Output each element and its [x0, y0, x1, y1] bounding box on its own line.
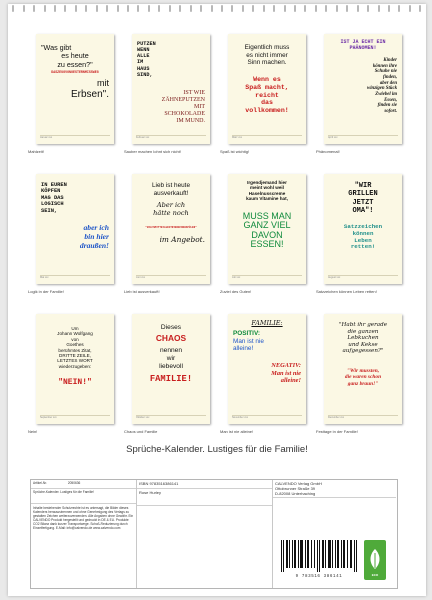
card-footer: September xxx: [40, 415, 110, 421]
month-caption: Festtage in der Familie!: [316, 429, 358, 434]
month-thumbnail-february[interactable]: [124, 30, 212, 170]
article-column: [31, 480, 137, 588]
quote-card: Lieb ist heute ausverkauft! Aber ich hätte noch "HILFSMITTEILGESTRIEDEFROHSPÜLEN" im Angebot. Juni xxx: [132, 174, 210, 284]
author: Rose Hurley: [137, 489, 272, 506]
month-caption: Spaß ist wichtig!: [220, 149, 250, 154]
month-caption: Sauber machen lohnt sich nicht!: [124, 149, 181, 154]
month-thumbnail-september[interactable]: [28, 310, 116, 450]
month-thumbnail-grid: [28, 30, 397, 450]
card-footer: Juli xxx: [232, 275, 302, 281]
quote-card: "Habt ihr gerade die ganzen Lebkuchen und Kekse aufgegessen?" "Wir mussten, die waren schon ganz braun!" Dezember xxx: [324, 314, 402, 424]
eco-label: ECO: [371, 573, 379, 578]
calendar-title: Sprüche-Kalender. Lustiges für die Familie!: [126, 444, 308, 455]
month-caption: Lieb ist ausverkauft!: [124, 289, 160, 294]
isbn: ISBN 9783516386141: [137, 480, 272, 489]
month-thumbnail-june[interactable]: [124, 170, 212, 310]
month-thumbnail-november[interactable]: [220, 310, 308, 450]
month-thumbnail-august[interactable]: [316, 170, 404, 310]
article-description: Sprüche-Kalender. Lustiges für die Familie!: [31, 489, 136, 504]
month-caption: Mahlzeit!: [28, 149, 45, 154]
card-footer: März xxx: [232, 135, 302, 141]
card-footer: August xxx: [328, 275, 398, 281]
quote-card: Eigentlich muss es nicht immer Sinn machen. Wenn es Spaß macht, reicht das vollkommen! März xxx: [228, 34, 306, 144]
quote-card: Irgendjemand hier meint wohl weil Haselnusscreme kaum Vitamine hat, MUSS MAN GANZ VIEL DAVON ESSEN! Juli xxx: [228, 174, 306, 284]
month-caption: Satzzeichen können Leben retten!: [316, 289, 377, 294]
month-caption: Man ist nie alleine!: [220, 429, 254, 434]
publisher-column: [273, 480, 396, 588]
eco-leaf-icon: [367, 547, 383, 573]
eco-badge: [364, 540, 386, 580]
article-label: Artikel-Nr.: [33, 481, 47, 485]
card-footer: April xxx: [328, 135, 398, 141]
quote-card: Dieses CHAOS nennen wir liebevoll FAMILIE! Oktober xxx: [132, 314, 210, 424]
month-caption: Chaos und Familie: [124, 429, 158, 434]
product-info-box: [30, 479, 398, 589]
quote-card: FAMILIE: POSITIV: Man ist nie alleine! NEGATIV: Man ist nie alleine! November xxx: [228, 314, 306, 424]
barcode-icon: [279, 540, 359, 574]
publisher-name: CALVENDO Verlag GmbH: [275, 481, 322, 486]
card-footer: Juni xxx: [136, 275, 206, 281]
month-caption: Logik in der Familie!: [28, 289, 64, 294]
card-footer: Mai xxx: [40, 275, 110, 281]
article-number: 2050636: [67, 481, 81, 485]
month-thumbnail-march[interactable]: [220, 30, 308, 170]
publisher-city: D-82008 Unterhaching: [275, 491, 316, 496]
card-footer: Dezember xxx: [328, 415, 398, 421]
quote-card: "Was gibt es heute zu essen?" DASZEUGVONGESTERNMISSWEG mit Erbsen". Januar xxx: [36, 34, 114, 144]
month-caption: Phänomenal!: [316, 149, 340, 154]
quote-card: Um Johann Wolfgang von Goethes berühmtes Zitat, DRITTE ZEILE, LETZTES WORT wiederzugeben: "NEIN!" September xxx: [36, 314, 114, 424]
month-thumbnail-december[interactable]: [316, 310, 404, 450]
publisher-street: Ottobrunner Straße 39: [275, 486, 316, 491]
isbn-column: [137, 480, 273, 588]
month-thumbnail-july[interactable]: [220, 170, 308, 310]
card-footer: November xxx: [232, 415, 302, 421]
barcode: [279, 540, 359, 580]
month-thumbnail-october[interactable]: [124, 310, 212, 450]
month-thumbnail-january[interactable]: [28, 30, 116, 170]
calendar-back-page: [8, 4, 426, 596]
spiral-binding: [8, 4, 426, 12]
quote-card: PUTZEN WENN ALLE IM HAUS SIND, IST WIE ZÄHNEPUTZEN MIT SCHOKOLADE IM MUND. Februar xxx: [132, 34, 210, 144]
card-footer: Oktober xxx: [136, 415, 206, 421]
barcode-number: 9 783516 386141: [295, 575, 343, 579]
month-caption: Zuviel des Guten!: [220, 289, 252, 294]
card-footer: Januar xxx: [40, 135, 110, 141]
month-thumbnail-april[interactable]: [316, 30, 404, 170]
legal-text: Inhalte bestehender Schutzrechte ist es untersagt, die Bilder dieses Kalenders herauszutrennen und ohne Genehmigung des Verlags zu gestalten Zeichen weiterzuverwenden. Alle Angaben ohne Gewähr. Ein CALVENDO Produkt hergestellt und gedruckt in DE & EU. Produkte CO2 Bilanz dank kurzer Transportwege. Schoß-Reduzierung durch Einzelfertigung. E-Mail: info@calvendo.de www.calvendo.com: [33, 506, 134, 530]
quote-card: IN EUREN KÖPFEN MAG DAS LOGISCH SEIN, aber ich bin hier draußen! Mai xxx: [36, 174, 114, 284]
quote-card: "WIR GRILLEN JETZT OMA"! Satzzeichen können Leben retten! August xxx: [324, 174, 402, 284]
month-caption: Nein!: [28, 429, 38, 434]
card-footer: Februar xxx: [136, 135, 206, 141]
month-thumbnail-may[interactable]: [28, 170, 116, 310]
quote-card: IST JA ECHT EIN PHÄNOMEN! Kinder können ihre Schuhe nie finden, aber den winzigen Stück Zwiebel im Essen, finden sie sofort. April xxx: [324, 34, 402, 144]
